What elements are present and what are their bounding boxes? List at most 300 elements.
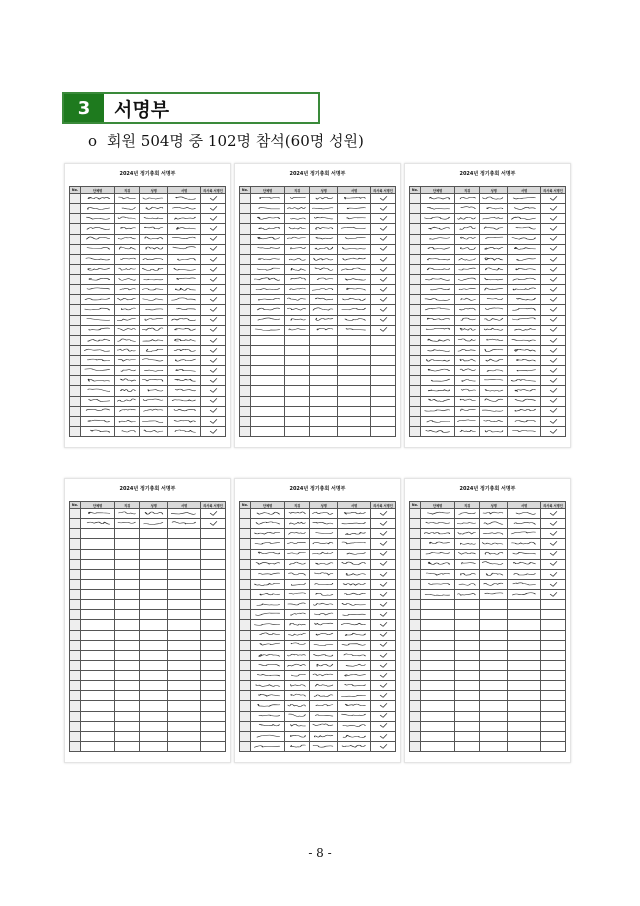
handwritten-cell bbox=[455, 509, 480, 519]
handwriting-mark bbox=[543, 348, 563, 353]
empty-cell bbox=[285, 366, 310, 376]
empty-cell bbox=[140, 539, 168, 549]
handwriting-mark bbox=[312, 277, 335, 282]
empty-cell bbox=[371, 426, 396, 436]
row-number-cell bbox=[410, 681, 421, 691]
table-row bbox=[410, 660, 566, 670]
table-row bbox=[70, 295, 226, 305]
empty-cell bbox=[115, 569, 140, 579]
empty-cell bbox=[420, 660, 454, 670]
handwritten-cell bbox=[80, 366, 114, 376]
column-header: 의사록 서명인 bbox=[201, 502, 226, 509]
handwriting-mark bbox=[511, 226, 538, 231]
handwritten-cell bbox=[541, 234, 566, 244]
table-row bbox=[410, 376, 566, 386]
handwriting-mark bbox=[203, 388, 223, 393]
handwriting-mark bbox=[203, 408, 223, 413]
empty-cell bbox=[140, 529, 168, 539]
handwriting-mark bbox=[511, 521, 538, 526]
handwritten-cell bbox=[371, 741, 396, 751]
handwriting-mark bbox=[117, 277, 137, 282]
handwriting-mark bbox=[142, 419, 165, 424]
table-row bbox=[410, 315, 566, 325]
empty-cell bbox=[455, 640, 480, 650]
handwritten-cell bbox=[480, 214, 508, 224]
handwritten-cell bbox=[371, 600, 396, 610]
column-header: 서명 bbox=[508, 187, 541, 194]
table-row bbox=[410, 295, 566, 305]
table-row bbox=[240, 426, 396, 436]
empty-cell bbox=[80, 579, 114, 589]
handwritten-cell bbox=[480, 539, 508, 549]
empty-cell bbox=[541, 721, 566, 731]
handwritten-cell bbox=[455, 305, 480, 315]
row-number-cell bbox=[240, 650, 251, 660]
column-header: 의사록 서명인 bbox=[371, 502, 396, 509]
table-row bbox=[410, 416, 566, 426]
handwriting-mark bbox=[203, 297, 223, 302]
handwriting-mark bbox=[543, 429, 563, 434]
table-row bbox=[410, 224, 566, 234]
handwritten-cell bbox=[371, 640, 396, 650]
handwritten-cell bbox=[508, 204, 541, 214]
handwriting-mark bbox=[117, 358, 137, 363]
handwriting-mark bbox=[117, 226, 137, 231]
handwriting-mark bbox=[254, 236, 282, 241]
handwritten-cell bbox=[115, 214, 140, 224]
row-number-cell bbox=[410, 224, 421, 234]
handwritten-cell bbox=[541, 345, 566, 355]
handwriting-mark bbox=[482, 419, 505, 424]
attendance-summary bbox=[88, 130, 364, 151]
handwriting-mark bbox=[171, 277, 198, 282]
handwriting-mark bbox=[424, 216, 452, 221]
handwritten-cell bbox=[80, 264, 114, 274]
handwritten-cell bbox=[310, 214, 338, 224]
table-row bbox=[240, 335, 396, 345]
handwriting-mark bbox=[482, 378, 505, 383]
handwritten-cell bbox=[285, 630, 310, 640]
handwriting-mark bbox=[482, 408, 505, 413]
handwriting-mark bbox=[142, 297, 165, 302]
empty-cell bbox=[201, 660, 226, 670]
handwriting-mark bbox=[373, 531, 393, 536]
table-row bbox=[240, 376, 396, 386]
table-row bbox=[410, 305, 566, 315]
handwritten-cell bbox=[338, 244, 371, 254]
handwritten-cell bbox=[115, 315, 140, 325]
handwriting-mark bbox=[482, 592, 505, 597]
table-row bbox=[70, 600, 226, 610]
handwritten-cell bbox=[140, 204, 168, 214]
handwriting-mark bbox=[203, 348, 223, 353]
column-header: 성명 bbox=[310, 187, 338, 194]
handwritten-cell bbox=[310, 264, 338, 274]
handwriting-mark bbox=[482, 582, 505, 587]
empty-cell bbox=[455, 701, 480, 711]
handwriting-mark bbox=[84, 226, 112, 231]
empty-cell bbox=[338, 426, 371, 436]
empty-cell bbox=[480, 650, 508, 660]
handwritten-cell bbox=[420, 509, 454, 519]
table-row bbox=[410, 214, 566, 224]
handwritten-cell bbox=[310, 234, 338, 244]
handwritten-cell bbox=[455, 356, 480, 366]
handwritten-cell bbox=[168, 305, 201, 315]
handwritten-cell bbox=[285, 194, 310, 204]
handwriting-mark bbox=[373, 561, 393, 566]
handwritten-cell bbox=[250, 325, 284, 335]
row-number-cell bbox=[410, 275, 421, 285]
table-row bbox=[240, 569, 396, 579]
handwritten-cell bbox=[250, 630, 284, 640]
handwriting-mark bbox=[457, 521, 477, 526]
empty-cell bbox=[250, 426, 284, 436]
handwritten-cell bbox=[480, 315, 508, 325]
handwritten-cell bbox=[371, 660, 396, 670]
row-number-cell bbox=[70, 579, 81, 589]
handwritten-cell bbox=[80, 335, 114, 345]
handwritten-cell bbox=[250, 264, 284, 274]
handwriting-mark bbox=[142, 236, 165, 241]
handwriting-mark bbox=[482, 236, 505, 241]
row-number-cell bbox=[240, 234, 251, 244]
handwritten-cell bbox=[508, 509, 541, 519]
handwriting-mark bbox=[312, 663, 335, 668]
handwriting-mark bbox=[142, 388, 165, 393]
handwritten-cell bbox=[541, 509, 566, 519]
signature-sheet bbox=[404, 163, 571, 448]
row-number-cell bbox=[410, 721, 421, 731]
handwritten-cell bbox=[508, 366, 541, 376]
handwritten-cell bbox=[338, 529, 371, 539]
handwritten-cell bbox=[285, 315, 310, 325]
table-row bbox=[410, 285, 566, 295]
handwriting-mark bbox=[482, 358, 505, 363]
handwriting-mark bbox=[117, 287, 137, 292]
handwritten-cell bbox=[140, 214, 168, 224]
row-number-cell bbox=[410, 194, 421, 204]
handwriting-mark bbox=[254, 297, 282, 302]
row-number-cell bbox=[410, 701, 421, 711]
empty-cell bbox=[420, 620, 454, 630]
handwriting-mark bbox=[341, 277, 368, 282]
handwriting-mark bbox=[287, 632, 307, 637]
handwritten-cell bbox=[201, 376, 226, 386]
handwritten-cell bbox=[338, 559, 371, 569]
empty-cell bbox=[310, 406, 338, 416]
handwritten-cell bbox=[480, 295, 508, 305]
handwriting-mark bbox=[543, 226, 563, 231]
handwriting-mark bbox=[482, 297, 505, 302]
handwriting-mark bbox=[287, 744, 307, 749]
handwritten-cell bbox=[508, 559, 541, 569]
table-row bbox=[240, 204, 396, 214]
handwritten-cell bbox=[455, 579, 480, 589]
table-row bbox=[410, 396, 566, 406]
handwriting-mark bbox=[341, 683, 368, 688]
table-row bbox=[240, 264, 396, 274]
handwriting-mark bbox=[511, 388, 538, 393]
signature-sheet bbox=[404, 478, 571, 763]
row-number-cell bbox=[70, 244, 81, 254]
row-number-cell bbox=[410, 549, 421, 559]
empty-cell bbox=[80, 590, 114, 600]
handwritten-cell bbox=[80, 254, 114, 264]
empty-cell bbox=[455, 620, 480, 630]
handwritten-cell bbox=[115, 519, 140, 529]
handwritten-cell bbox=[338, 224, 371, 234]
handwriting-mark bbox=[203, 429, 223, 434]
table-row bbox=[240, 285, 396, 295]
handwritten-cell bbox=[285, 539, 310, 549]
handwriting-mark bbox=[341, 287, 368, 292]
table-row bbox=[410, 741, 566, 751]
handwriting-mark bbox=[511, 348, 538, 353]
row-number-cell bbox=[240, 721, 251, 731]
handwriting-mark bbox=[312, 196, 335, 201]
row-number-cell bbox=[410, 285, 421, 295]
table-row bbox=[240, 386, 396, 396]
handwritten-cell bbox=[541, 285, 566, 295]
table-row bbox=[410, 630, 566, 640]
empty-cell bbox=[455, 681, 480, 691]
empty-cell bbox=[285, 426, 310, 436]
empty-cell bbox=[80, 650, 114, 660]
handwriting-mark bbox=[117, 378, 137, 383]
handwritten-cell bbox=[201, 254, 226, 264]
row-number-cell bbox=[240, 275, 251, 285]
handwritten-cell bbox=[140, 345, 168, 355]
handwritten-cell bbox=[541, 264, 566, 274]
empty-cell bbox=[508, 660, 541, 670]
handwriting-mark bbox=[312, 653, 335, 658]
empty-cell bbox=[80, 741, 114, 751]
handwriting-mark bbox=[312, 723, 335, 728]
empty-cell bbox=[250, 366, 284, 376]
table-row bbox=[70, 650, 226, 660]
signature-table bbox=[69, 501, 226, 752]
handwriting-mark bbox=[84, 511, 112, 516]
table-row bbox=[410, 711, 566, 721]
handwritten-cell bbox=[310, 285, 338, 295]
handwriting-mark bbox=[203, 307, 223, 312]
table-row bbox=[240, 295, 396, 305]
row-number-cell bbox=[240, 660, 251, 670]
handwritten-cell bbox=[140, 416, 168, 426]
row-number-cell bbox=[240, 416, 251, 426]
handwriting-mark bbox=[287, 327, 307, 332]
handwriting-mark bbox=[424, 592, 452, 597]
empty-cell bbox=[115, 549, 140, 559]
section-number: 3 bbox=[64, 94, 104, 122]
handwritten-cell bbox=[420, 569, 454, 579]
empty-cell bbox=[168, 650, 201, 660]
handwriting-mark bbox=[373, 572, 393, 577]
table-row bbox=[240, 539, 396, 549]
empty-cell bbox=[508, 650, 541, 660]
row-number-cell bbox=[240, 691, 251, 701]
handwritten-cell bbox=[338, 681, 371, 691]
handwritten-cell bbox=[140, 275, 168, 285]
handwritten-cell bbox=[250, 559, 284, 569]
empty-cell bbox=[338, 356, 371, 366]
handwritten-cell bbox=[480, 285, 508, 295]
column-header: No. bbox=[410, 502, 421, 509]
handwritten-cell bbox=[508, 295, 541, 305]
handwriting-mark bbox=[287, 196, 307, 201]
handwriting-mark bbox=[341, 257, 368, 262]
handwritten-cell bbox=[541, 416, 566, 426]
column-header: No. bbox=[70, 187, 81, 194]
empty-cell bbox=[168, 620, 201, 630]
empty-cell bbox=[250, 335, 284, 345]
handwriting-mark bbox=[171, 378, 198, 383]
table-row bbox=[240, 600, 396, 610]
handwritten-cell bbox=[508, 396, 541, 406]
handwritten-cell bbox=[80, 376, 114, 386]
handwriting-mark bbox=[424, 561, 452, 566]
table-row bbox=[70, 519, 226, 529]
handwritten-cell bbox=[80, 214, 114, 224]
handwritten-cell bbox=[201, 356, 226, 366]
handwriting-mark bbox=[511, 419, 538, 424]
handwritten-cell bbox=[420, 295, 454, 305]
handwritten-cell bbox=[201, 386, 226, 396]
table-row bbox=[70, 539, 226, 549]
handwritten-cell bbox=[168, 275, 201, 285]
row-number-cell bbox=[240, 315, 251, 325]
row-number-cell bbox=[410, 610, 421, 620]
handwriting-mark bbox=[171, 358, 198, 363]
handwriting-mark bbox=[373, 196, 393, 201]
row-number-cell bbox=[410, 214, 421, 224]
table-row bbox=[70, 214, 226, 224]
handwritten-cell bbox=[250, 214, 284, 224]
sheet-title: 2024년 정기총회 서명부 bbox=[289, 171, 346, 177]
handwriting-mark bbox=[424, 196, 452, 201]
handwriting-mark bbox=[312, 642, 335, 647]
empty-cell bbox=[420, 600, 454, 610]
handwritten-cell bbox=[508, 356, 541, 366]
table-row bbox=[410, 366, 566, 376]
handwritten-cell bbox=[371, 731, 396, 741]
handwritten-cell bbox=[420, 396, 454, 406]
handwritten-cell bbox=[455, 386, 480, 396]
handwriting-mark bbox=[457, 398, 477, 403]
handwriting-mark bbox=[254, 744, 282, 749]
table-row bbox=[70, 691, 226, 701]
row-number-cell bbox=[240, 406, 251, 416]
handwritten-cell bbox=[338, 315, 371, 325]
column-header: 단체명 bbox=[250, 187, 284, 194]
column-header: 단체명 bbox=[80, 187, 114, 194]
handwriting-mark bbox=[457, 572, 477, 577]
signature-sheet bbox=[64, 163, 231, 448]
handwriting-mark bbox=[511, 257, 538, 262]
handwritten-cell bbox=[250, 194, 284, 204]
row-number-cell bbox=[410, 254, 421, 264]
table-row bbox=[70, 234, 226, 244]
handwriting-mark bbox=[511, 378, 538, 383]
handwriting-mark bbox=[287, 713, 307, 718]
handwritten-cell bbox=[455, 590, 480, 600]
handwriting-mark bbox=[287, 297, 307, 302]
handwriting-mark bbox=[84, 216, 112, 221]
row-number-cell bbox=[410, 711, 421, 721]
handwritten-cell bbox=[455, 519, 480, 529]
handwritten-cell bbox=[480, 406, 508, 416]
empty-cell bbox=[80, 569, 114, 579]
handwriting-mark bbox=[482, 257, 505, 262]
handwriting-mark bbox=[543, 582, 563, 587]
row-number-cell bbox=[240, 731, 251, 741]
empty-cell bbox=[508, 721, 541, 731]
table-row bbox=[70, 396, 226, 406]
column-header: No. bbox=[70, 502, 81, 509]
handwritten-cell bbox=[201, 335, 226, 345]
row-number-cell bbox=[410, 559, 421, 569]
handwritten-cell bbox=[310, 660, 338, 670]
handwritten-cell bbox=[285, 285, 310, 295]
handwriting-mark bbox=[482, 196, 505, 201]
handwriting-mark bbox=[373, 297, 393, 302]
handwriting-mark bbox=[142, 267, 165, 272]
row-number-cell bbox=[410, 529, 421, 539]
empty-cell bbox=[541, 711, 566, 721]
handwritten-cell bbox=[371, 315, 396, 325]
handwritten-cell bbox=[541, 295, 566, 305]
handwriting-mark bbox=[287, 734, 307, 739]
empty-cell bbox=[168, 731, 201, 741]
handwriting-mark bbox=[171, 388, 198, 393]
handwritten-cell bbox=[541, 396, 566, 406]
handwritten-cell bbox=[250, 529, 284, 539]
handwriting-mark bbox=[84, 419, 112, 424]
empty-cell bbox=[168, 559, 201, 569]
handwritten-cell bbox=[371, 579, 396, 589]
table-row bbox=[240, 711, 396, 721]
handwriting-mark bbox=[312, 744, 335, 749]
row-number-cell bbox=[410, 579, 421, 589]
handwriting-mark bbox=[457, 236, 477, 241]
table-row bbox=[240, 529, 396, 539]
handwriting-mark bbox=[457, 388, 477, 393]
empty-cell bbox=[201, 650, 226, 660]
handwriting-mark bbox=[254, 561, 282, 566]
row-number-cell bbox=[240, 214, 251, 224]
table-row bbox=[410, 264, 566, 274]
handwritten-cell bbox=[250, 579, 284, 589]
handwritten-cell bbox=[250, 590, 284, 600]
handwriting-mark bbox=[373, 582, 393, 587]
handwritten-cell bbox=[541, 579, 566, 589]
handwritten-cell bbox=[541, 335, 566, 345]
table-row bbox=[240, 671, 396, 681]
empty-cell bbox=[250, 396, 284, 406]
handwriting-mark bbox=[117, 257, 137, 262]
handwritten-cell bbox=[140, 509, 168, 519]
handwriting-mark bbox=[117, 368, 137, 373]
table-row bbox=[410, 529, 566, 539]
empty-cell bbox=[140, 610, 168, 620]
handwritten-cell bbox=[115, 194, 140, 204]
handwriting-mark bbox=[373, 206, 393, 211]
empty-cell bbox=[480, 681, 508, 691]
table-row bbox=[240, 275, 396, 285]
empty-cell bbox=[80, 711, 114, 721]
empty-cell bbox=[201, 600, 226, 610]
